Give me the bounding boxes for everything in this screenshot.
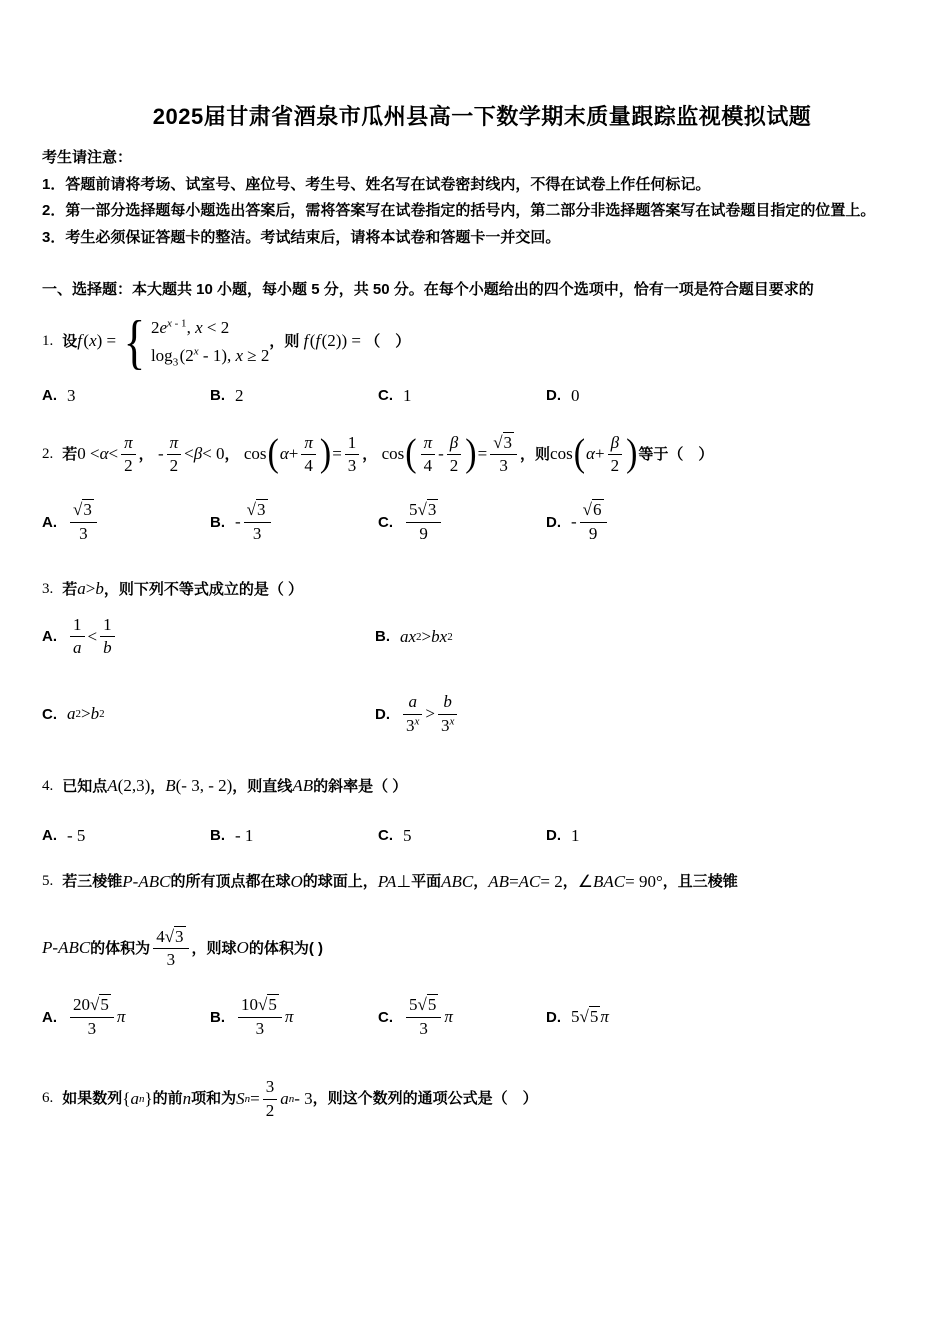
- option-c: [378, 386, 546, 406]
- option-label: A.: [42, 827, 57, 845]
- question-number: 1.: [42, 332, 54, 349]
- option-d: [546, 1007, 714, 1027]
- notice-block: [42, 145, 922, 251]
- option-value: 1: [403, 385, 412, 405]
- question-stem-text: 如果数列 { a n } 的前 n 项和为 S n = 3 2 a n - 3 ，则这个数列的通项公式是（ ）: [62, 1077, 538, 1120]
- question-1-options: [42, 386, 922, 406]
- question-4-stem: [42, 774, 922, 799]
- option-label: D.: [546, 387, 561, 404]
- notice-line-1: 1．答题前请将考场、试室号、座位号、考生号、姓名写在试卷密封线内，不得在试卷上作任何标记。: [42, 175, 711, 193]
- option-label: C.: [42, 705, 57, 723]
- section-header: 一、选择题：本大题共 10 小题，每小题 5 分，共 50 分。在每个小题给出的四个选项中，恰有一项是符合题目要求的: [42, 281, 814, 298]
- option-value: 5√3 9: [403, 500, 444, 544]
- option-value: 1 a < 1 b: [67, 615, 118, 659]
- question-6-stem: [42, 1077, 922, 1121]
- option-d: [546, 500, 714, 544]
- question-1: [42, 308, 922, 406]
- option-value: 1: [571, 825, 580, 845]
- option-label: A.: [42, 628, 57, 646]
- option-d: [546, 386, 714, 406]
- notice-heading: 考生请注意：: [42, 149, 133, 166]
- question-1-stem: [42, 308, 922, 375]
- option-label: B.: [210, 387, 225, 404]
- option-c: [42, 704, 375, 724]
- option-a: [42, 386, 210, 406]
- option-b: [210, 500, 378, 544]
- option-label: C.: [378, 1008, 393, 1026]
- option-value: 5: [403, 825, 412, 845]
- option-value: 10√5 3 π: [235, 995, 293, 1039]
- question-number: 6.: [42, 1090, 54, 1107]
- option-d: [546, 826, 714, 846]
- option-b: [375, 627, 708, 647]
- question-stem-text: 若三棱锥 P - ABC 的所有顶点都在球 O 的球面上， PA ⊥ 平面 ABC ， AB = AC = 2 ， ∠ BAC = 90° ，且三棱锥: [62, 871, 738, 891]
- notice-line-3: 3．考生必须保证答题卡的整洁。考试结束后，请将本试卷和答题卡一并交回。: [42, 228, 561, 246]
- option-label: D.: [546, 513, 561, 531]
- option-label: C.: [378, 827, 393, 845]
- option-value: - √6 9: [571, 500, 610, 544]
- option-a: [42, 615, 375, 659]
- notice-line-2: 2．第一部分选择题每小题选出答案后，需将答案写在试卷指定的括号内，第二部分非选择题答案写在试卷题目指定的位置上。: [42, 202, 876, 219]
- option-label: B.: [210, 513, 225, 531]
- option-d: [375, 692, 708, 736]
- question-4-options: [42, 826, 922, 846]
- question-number: 4.: [42, 777, 54, 794]
- option-value: 5√5 3 π: [403, 995, 453, 1039]
- option-label: B.: [375, 628, 390, 646]
- question-stem-text: 设 f ( x ) = { $2e^{x - 1}$, x < 2 $\log_3$ (2$^x$ - 1), x ≥ 2 ，则 f ( f (2)) = （ ）: [62, 308, 411, 375]
- option-b: [210, 386, 378, 406]
- option-value: 5 √5 π: [571, 1007, 609, 1027]
- question-4: [42, 774, 922, 846]
- question-stem-text: 若 0 < α < π 2 ， - π 2 < β < 0 ， cos ( α + π 4 ) = 1 3 ， cos ( π 4 - β 2 ) = √3 3 ，则 cos ( α + β 2 ) 等于（ ）: [62, 432, 714, 476]
- option-value: - 1: [235, 825, 254, 845]
- option-b: [210, 826, 378, 846]
- option-value: ax 2 > bx 2: [400, 626, 453, 646]
- option-value: a 2 > b 2: [67, 704, 105, 724]
- option-a: [42, 995, 210, 1039]
- question-stem-text: P - ABC 的体积为 4√3 3 ，则球 O 的体积为( ): [42, 926, 323, 969]
- question-2-options: [42, 500, 922, 544]
- question-number: 3.: [42, 580, 54, 597]
- option-a: [42, 500, 210, 544]
- option-label: D.: [546, 1008, 561, 1026]
- option-label: A.: [42, 387, 57, 404]
- option-label: B.: [210, 827, 225, 845]
- option-value: 0: [571, 385, 580, 405]
- option-label: D.: [375, 705, 390, 723]
- option-value: 3: [67, 385, 76, 405]
- question-5-options: [42, 995, 922, 1039]
- question-2: [42, 433, 922, 545]
- option-label: A.: [42, 1008, 57, 1026]
- page-title: 2025届甘肃省酒泉市瓜州县高一下数学期末质量跟踪监视模拟试题: [152, 104, 812, 129]
- option-value: - 5: [67, 825, 86, 845]
- option-label: C.: [378, 513, 393, 531]
- question-stem-text: 若 a > b ，则下列不等式成立的是（ ）: [62, 579, 304, 599]
- option-c: [378, 500, 546, 544]
- question-3-options-row-1: [42, 615, 922, 659]
- question-number: 2.: [42, 445, 54, 462]
- question-5-stem: [42, 870, 922, 895]
- question-stem-text: 已知点 A (2,3) ， B (- 3, - 2) ，则直线 AB 的斜率是（ ）: [62, 776, 408, 796]
- option-label: C.: [378, 387, 393, 404]
- question-number: 5.: [42, 873, 54, 890]
- option-a: [42, 826, 210, 846]
- question-3: [42, 577, 922, 736]
- option-value: 2: [235, 385, 244, 405]
- question-5: [42, 870, 922, 1039]
- option-value: 20√5 3 π: [67, 995, 125, 1039]
- question-6: [42, 1077, 922, 1121]
- option-label: B.: [210, 1008, 225, 1026]
- option-value: a 3$^x$ > b 3$^x$: [400, 692, 460, 736]
- option-value: √3 3: [67, 500, 100, 544]
- option-label: D.: [546, 827, 561, 845]
- question-2-stem: [42, 433, 922, 477]
- question-5-stem-continued: [42, 927, 922, 971]
- option-b: [210, 995, 378, 1039]
- option-c: [378, 995, 546, 1039]
- option-c: [378, 826, 546, 846]
- option-label: A.: [42, 513, 57, 531]
- option-value: - √3 3: [235, 500, 274, 544]
- question-3-stem: [42, 577, 922, 602]
- question-3-options-row-2: [42, 692, 922, 736]
